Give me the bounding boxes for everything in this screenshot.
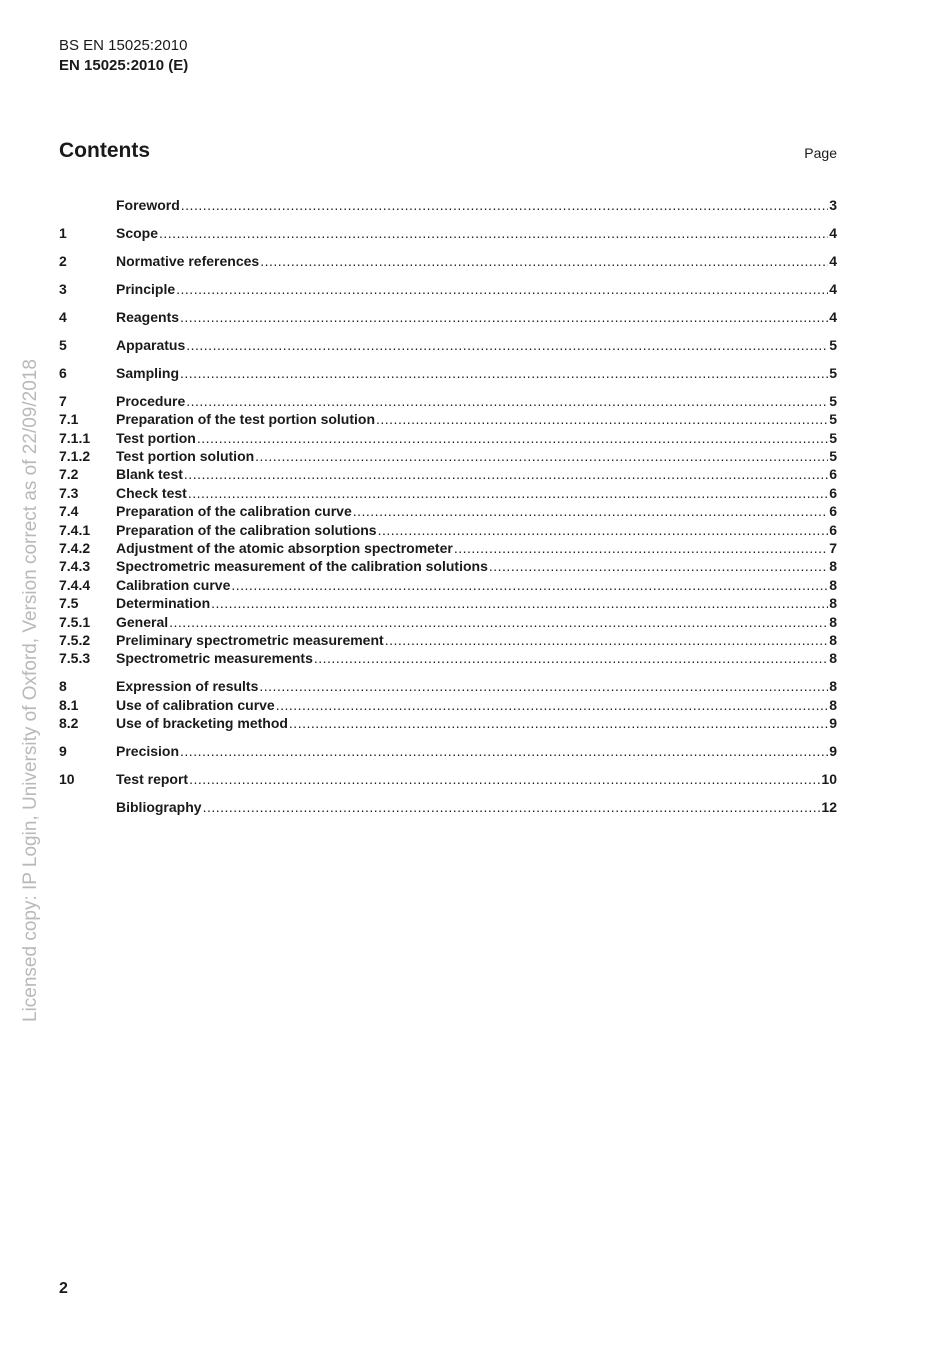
toc-entry-number: 8.2 [59, 715, 79, 732]
toc-entry-number: 7.5.3 [59, 650, 91, 667]
page-number: 2 [59, 1280, 68, 1297]
toc-entry-number: 5 [59, 336, 67, 353]
dot-leader [186, 393, 828, 409]
toc-entry-page: 8 [829, 576, 837, 593]
toc-entry-page: 4 [829, 252, 837, 269]
toc-entry[interactable] [59, 558, 837, 576]
toc-entry[interactable] [59, 697, 837, 715]
toc-entry[interactable] [59, 632, 837, 650]
dot-leader [289, 715, 828, 731]
toc-entry-page: 5 [829, 392, 837, 409]
toc-entry[interactable] [59, 281, 837, 299]
dot-leader [197, 430, 828, 446]
toc-entry-title: Preparation of the calibration curve [116, 503, 352, 520]
toc-entry-page: 9 [829, 743, 837, 760]
toc-entry-number: 7.2 [59, 466, 79, 483]
dot-leader [188, 485, 828, 501]
toc-entry-title: Normative references [116, 252, 260, 269]
toc-entry-title: Blank test [116, 466, 183, 483]
toc-entry-title: Preparation of the calibration solutions [116, 521, 377, 538]
toc-entry-number: 7.1.2 [59, 448, 91, 465]
dot-leader [378, 522, 829, 538]
toc-entry[interactable] [59, 799, 837, 817]
toc-entry-title: Adjustment of the atomic absorption spectrometer [116, 540, 453, 557]
toc-entry-title: Use of bracketing method [116, 715, 288, 732]
dot-leader [186, 337, 828, 353]
toc-entry-page: 8 [829, 650, 837, 667]
toc-entry-title: Spectrometric measurement of the calibration solutions [116, 558, 488, 575]
dot-leader [180, 365, 828, 381]
toc-entry-number: 7.3 [59, 484, 79, 501]
dot-leader [180, 309, 828, 325]
toc-entry[interactable] [59, 309, 837, 327]
toc-entry-title: Apparatus [116, 336, 186, 353]
toc-entry-page: 4 [829, 280, 837, 297]
toc-entry[interactable] [59, 743, 837, 761]
standard-id-en: EN 15025:2010 (E) [59, 57, 189, 74]
toc-entry-number: 8 [59, 678, 67, 695]
toc-entry[interactable] [59, 577, 837, 595]
dot-leader [189, 771, 820, 787]
toc-entry-page: 12 [821, 799, 837, 816]
toc-entry-page: 10 [821, 771, 837, 788]
toc-entry-title: General [116, 613, 169, 630]
standard-id: BS EN 15025:2010 [59, 37, 188, 54]
toc-entry[interactable] [59, 771, 837, 789]
toc-entry[interactable] [59, 715, 837, 733]
toc-entry-title: Test portion [116, 429, 196, 446]
toc-entry-title: Test portion solution [116, 448, 255, 465]
toc-entry-number: 7.4 [59, 503, 79, 520]
dot-leader [159, 225, 828, 241]
dot-leader [260, 253, 828, 269]
toc-entry-page: 3 [829, 197, 837, 213]
toc-entry-number: 7.5.2 [59, 631, 91, 648]
dot-leader [353, 503, 828, 519]
toc-entry-number: 7.4.4 [59, 576, 91, 593]
toc-entry-title: Check test [116, 484, 187, 501]
toc-entry-title: Determination [116, 595, 211, 612]
toc-entry-page: 5 [829, 411, 837, 428]
toc-entry-number: 3 [59, 280, 67, 297]
dot-leader [176, 281, 828, 297]
toc-entry-page: 8 [829, 595, 837, 612]
toc-entry-number: 7 [59, 392, 67, 409]
toc-entry-number: 6 [59, 364, 67, 381]
toc-entry-page: 4 [829, 308, 837, 325]
toc-entry-number: 7.4.2 [59, 540, 91, 557]
toc-entry-number: 7.1.1 [59, 429, 91, 446]
toc-entry[interactable] [59, 650, 837, 668]
page-title: Contents [59, 139, 150, 162]
dot-leader [489, 558, 828, 574]
dot-leader [169, 614, 828, 630]
toc-entry-title: Precision [116, 743, 180, 760]
toc-entry[interactable] [59, 678, 837, 696]
toc-entry-page: 8 [829, 631, 837, 648]
dot-leader [231, 577, 828, 593]
toc-entry-title: Procedure [116, 392, 186, 409]
toc-entry-page: 5 [829, 364, 837, 381]
toc-entry-title: Sampling [116, 364, 180, 381]
toc-entry-title: Preliminary spectrometric measurement [116, 631, 384, 648]
dot-leader [211, 595, 828, 611]
toc-entry-page: 8 [829, 678, 837, 695]
toc-entry[interactable] [59, 466, 837, 484]
license-watermark: Licensed copy: IP Login, University of Oxford, Version correct as of 22/09/2018 [20, 359, 41, 1022]
dot-leader [184, 466, 828, 482]
toc-entry-title: Test report [116, 771, 189, 788]
dot-leader [259, 678, 828, 694]
dot-leader [203, 799, 821, 815]
toc-entry[interactable] [59, 393, 837, 411]
toc-entry-number: 7.5 [59, 595, 79, 612]
dot-leader [276, 697, 828, 713]
toc-entry-number: 7.4.1 [59, 521, 91, 538]
toc-entry[interactable] [59, 337, 837, 355]
toc-entry-page: 6 [829, 484, 837, 501]
toc-entry[interactable] [59, 197, 837, 215]
toc-entry-title: Bibliography [116, 799, 202, 816]
document-header [59, 36, 188, 75]
toc-entry[interactable] [59, 411, 837, 429]
toc-entry[interactable] [59, 503, 837, 521]
toc-entry-title: Expression of results [116, 678, 259, 695]
toc-entry[interactable] [59, 448, 837, 466]
toc-entry-number: 2 [59, 252, 67, 269]
toc-entry-number: 7.1 [59, 411, 79, 428]
toc-entry[interactable] [59, 430, 837, 448]
toc-entry-page: 6 [829, 466, 837, 483]
toc-entry[interactable] [59, 614, 837, 632]
toc-entry-page: 5 [829, 336, 837, 353]
table-of-contents [59, 197, 837, 817]
toc-entry-page: 4 [829, 224, 837, 241]
toc-entry[interactable] [59, 540, 837, 558]
toc-entry-title: Scope [116, 224, 159, 241]
dot-leader [181, 197, 828, 213]
toc-entry-title: Preparation of the test portion solution [116, 411, 375, 428]
toc-entry-title: Foreword [116, 197, 180, 213]
toc-entry[interactable] [59, 522, 837, 540]
toc-entry-page: 6 [829, 521, 837, 538]
toc-entry-title: Use of calibration curve [116, 696, 275, 713]
toc-entry[interactable] [59, 253, 837, 271]
dot-leader [376, 411, 828, 427]
toc-entry-number: 10 [59, 771, 75, 788]
toc-entry-number: 1 [59, 224, 67, 241]
toc-entry[interactable] [59, 485, 837, 503]
toc-entry-title: Spectrometric measurements [116, 650, 313, 667]
toc-entry-number: 4 [59, 308, 67, 325]
toc-entry-page: 7 [829, 540, 837, 557]
toc-entry-page: 8 [829, 696, 837, 713]
toc-entry-page: 5 [829, 448, 837, 465]
toc-entry-page: 9 [829, 715, 837, 732]
toc-entry-title: Reagents [116, 308, 180, 325]
toc-entry-page: 5 [829, 429, 837, 446]
toc-entry-number: 8.1 [59, 696, 79, 713]
toc-entry-page: 6 [829, 503, 837, 520]
toc-entry-title: Calibration curve [116, 576, 231, 593]
dot-leader [180, 743, 828, 759]
toc-entry-number: 7.4.3 [59, 558, 91, 575]
dot-leader [454, 540, 828, 556]
toc-entry[interactable] [59, 595, 837, 613]
toc-entry-title: Principle [116, 280, 176, 297]
dot-leader [385, 632, 829, 648]
toc-entry[interactable] [59, 225, 837, 243]
toc-entry-number: 9 [59, 743, 67, 760]
dot-leader [314, 650, 828, 666]
toc-entry[interactable] [59, 365, 837, 383]
dot-leader [255, 448, 828, 464]
toc-entry-page: 8 [829, 558, 837, 575]
page-column-label: Page [804, 145, 837, 161]
toc-entry-number: 7.5.1 [59, 613, 91, 630]
toc-entry-page: 8 [829, 613, 837, 630]
